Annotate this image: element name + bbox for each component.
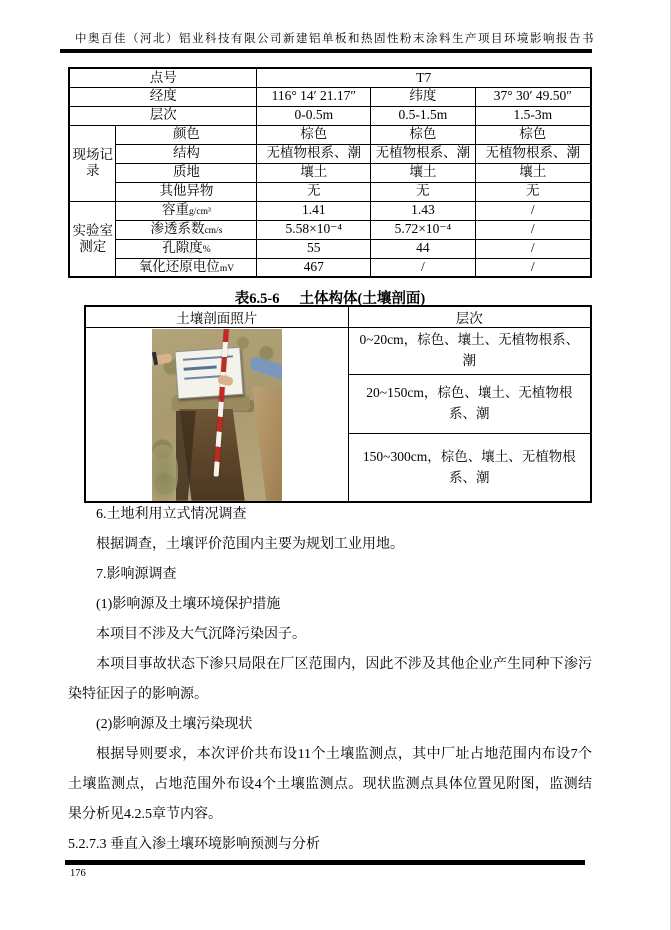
layer-col: 0.5-1.5m	[371, 106, 475, 125]
row-label: 其他异物	[116, 182, 257, 201]
cell: 壤土	[257, 163, 371, 182]
row-label: 孔隙度%	[116, 239, 257, 258]
layer-desc-row: 0~20cm，棕色、壤土、无植物根系、潮	[348, 328, 591, 375]
group-field-record: 现场记录	[69, 125, 116, 201]
paragraph: 本项目事故状态下渗只局限在厂区范围内，因此不涉及其他企业产生同种下渗污染特征因子的影响源。	[68, 657, 592, 702]
cell: 5.72×10⁻⁴	[371, 220, 475, 239]
cell: 棕色	[475, 125, 591, 144]
row-label: 氧化还原电位mV	[116, 258, 257, 277]
paragraph: 根据调查，土壤评价范围内主要为规划工业用地。	[96, 537, 404, 552]
cell: 1.43	[371, 201, 475, 220]
right-arm-sleeve	[249, 355, 282, 380]
table-row	[69, 258, 591, 277]
longitude-value: 116° 14′ 21.17″	[257, 87, 371, 106]
cell: 棕色	[257, 125, 371, 144]
row-label: 渗透系数cm/s	[116, 220, 257, 239]
page-number: 176	[70, 868, 86, 879]
cell: 无	[475, 182, 591, 201]
point-label: 点号	[69, 68, 257, 87]
row-label: 容重g/cm³	[116, 201, 257, 220]
layer-label: 层次	[69, 106, 257, 125]
cell: /	[475, 220, 591, 239]
longitude-label: 经度	[69, 87, 257, 106]
latitude-label: 纬度	[371, 87, 475, 106]
paragraph: 7.影响源调查	[96, 567, 177, 582]
cell: 55	[257, 239, 371, 258]
cell: 44	[371, 239, 475, 258]
layer-col: 0-0.5m	[257, 106, 371, 125]
footer-rule	[65, 860, 585, 865]
table-row	[69, 106, 591, 125]
latitude-value: 37° 30′ 49.50″	[475, 87, 591, 106]
paragraph: (2)影响源及土壤污染现状	[96, 717, 253, 732]
unit-label: %	[202, 245, 211, 256]
page-header-title: 中奥百佳（河北）铝业科技有限公司新建铝单板和热固性粉末涂料生产项目环境影响报告书	[75, 33, 595, 45]
row-label: 颜色	[116, 125, 257, 144]
paragraph: 6.土地利用立式情况调查	[96, 507, 247, 522]
cell: /	[475, 201, 591, 220]
cell: 无植物根系、潮	[371, 144, 475, 163]
cell: /	[475, 239, 591, 258]
unit-label: cm/s	[204, 226, 223, 237]
cell: 无	[257, 182, 371, 201]
table-row	[85, 306, 591, 328]
section-heading: 5.2.7.3 垂直入渗土壤环境影响预测与分析	[68, 837, 320, 852]
col-header-layer: 层次	[348, 306, 591, 328]
table-caption-title: 土体构体(土壤剖面)	[299, 291, 426, 307]
cell: 无植物根系、潮	[475, 144, 591, 163]
cell: 5.58×10⁻⁴	[257, 220, 371, 239]
whiteboard-sign	[174, 346, 243, 398]
cell: 棕色	[371, 125, 475, 144]
soil-profile-table	[84, 305, 592, 503]
table-row	[85, 328, 591, 375]
row-label: 结构	[116, 144, 257, 163]
cell: 1.41	[257, 201, 371, 220]
grass-clump	[152, 445, 178, 501]
cell: 壤土	[371, 163, 475, 182]
layer-col: 1.5-3m	[475, 106, 591, 125]
table-row	[69, 144, 591, 163]
layer-desc-row: 20~150cm，棕色、壤土、无植物根系、潮	[348, 374, 591, 433]
paragraph: 根据导则要求，本次评价共布设11个土壤监测点，其中厂址占地范围内布设7个土壤监测点，占地范围外布设4个土壤监测点。现状监测点具体位置见附图，监测结果分析见4.2.5章节内容。	[68, 747, 592, 822]
table-caption-number: 表6.5-6	[234, 291, 280, 307]
body-text	[68, 500, 592, 860]
cell: /	[475, 258, 591, 277]
table-row	[69, 68, 591, 87]
table-row	[69, 163, 591, 182]
cell: /	[371, 258, 475, 277]
soil-profile-photo	[152, 329, 282, 501]
col-header-photo: 土壤剖面照片	[85, 306, 348, 328]
paragraph: (1)影响源及土壤环境保护措施	[96, 597, 281, 612]
cell: 无	[371, 182, 475, 201]
cell: 壤土	[475, 163, 591, 182]
table-row	[69, 201, 591, 220]
table-row	[69, 87, 591, 106]
header-rule	[60, 49, 592, 53]
table-row	[69, 239, 591, 258]
group-lab-measure: 实验室测定	[69, 201, 116, 277]
paragraph: 本项目不涉及大气沉降污染因子。	[96, 627, 306, 642]
unit-label: mV	[219, 264, 235, 275]
row-label: 质地	[116, 163, 257, 182]
cell: 467	[257, 258, 371, 277]
unit-label: g/cm³	[189, 207, 211, 218]
photo-cell	[85, 328, 348, 503]
table-row	[69, 220, 591, 239]
layer-desc-row: 150~300cm，棕色、壤土、无植物根系、潮	[348, 433, 591, 502]
cell: 无植物根系、潮	[257, 144, 371, 163]
soil-point-table	[68, 67, 592, 278]
table-row	[69, 125, 591, 144]
point-value: T7	[257, 68, 591, 87]
table-row	[69, 182, 591, 201]
